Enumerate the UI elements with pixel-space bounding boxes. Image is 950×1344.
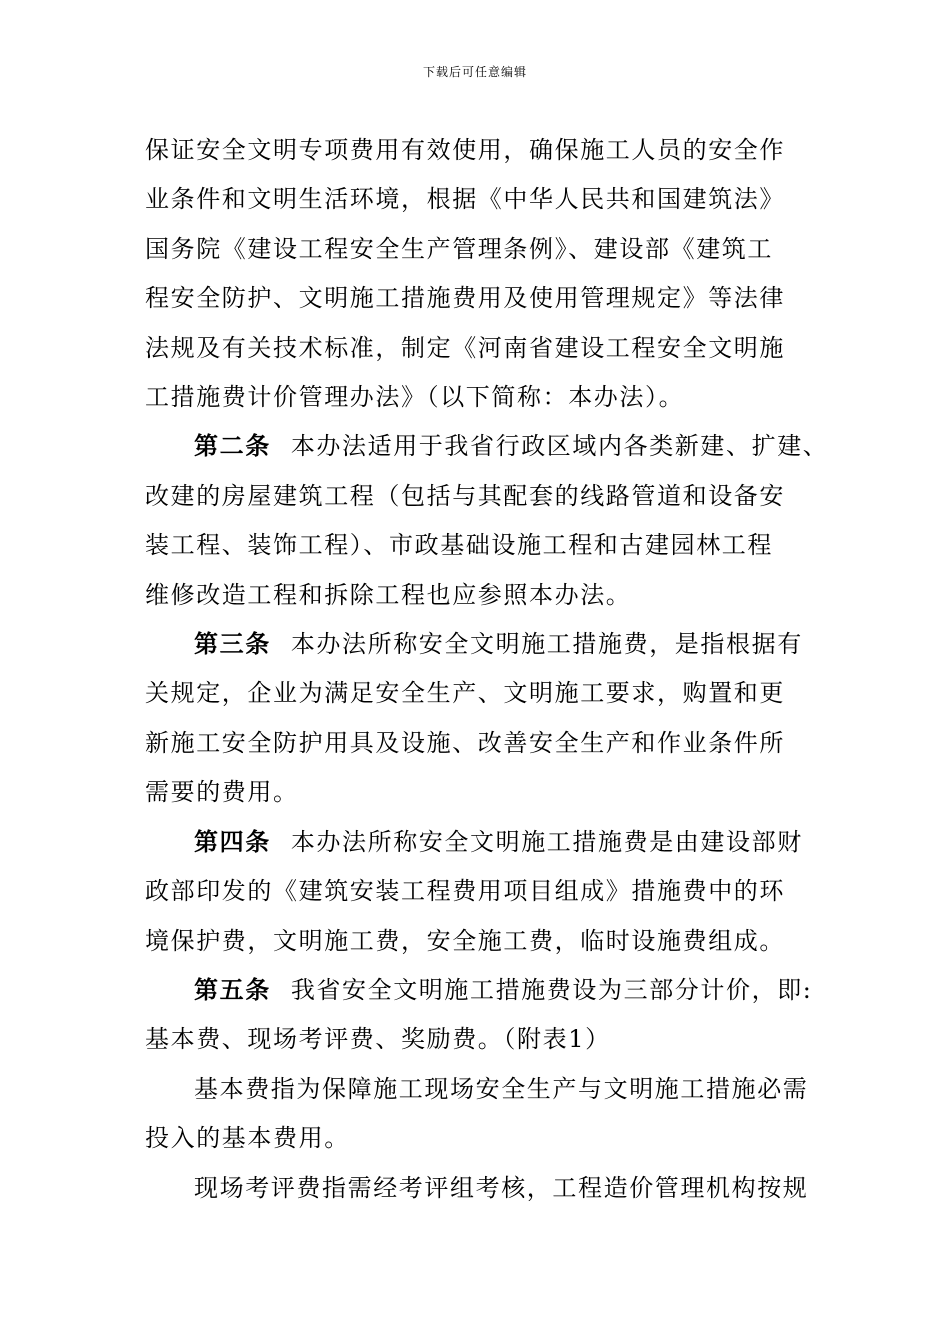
article-2-title: 第二条 [194, 432, 271, 461]
text-line: 装工程、装饰工程）、市政基础设施工程和古建园林工程 [145, 531, 773, 560]
text-line: 投入的基本费用。 [145, 1124, 350, 1153]
text-line: 境保护费，文明施工费，安全施工费，临时设施费组成。 [145, 926, 785, 955]
article-5-title: 第五条 [194, 975, 271, 1004]
text-line: 程安全防护、文明施工措施费用及使用管理规定》等法律 [145, 284, 785, 313]
text-line: 工措施费计价管理办法》（以下简称：本办法）。 [145, 383, 685, 412]
text-line: 新施工安全防护用具及设施、改善安全生产和作业条件所 [145, 728, 785, 757]
text-line: 需要的费用。 [145, 778, 299, 807]
document-body [145, 126, 829, 1213]
article-5-first-line [145, 966, 815, 1015]
text-line: 保证安全文明专项费用有效使用，确保施工人员的安全作 [145, 136, 785, 164]
article-3-title: 第三条 [194, 630, 271, 659]
text-line: 改建的房屋建筑工程（包括与其配套的线路管道和设备安 [145, 481, 785, 510]
article-2-first-line [145, 422, 829, 471]
article-5-text: 我省安全文明施工措施费设为三部分计价，即: [290, 975, 813, 1004]
article-3-first-line [145, 620, 815, 669]
text-line: 关规定，企业为满足安全生产、文明施工要求，购置和更 [145, 679, 785, 708]
text-line: 维修改造工程和拆除工程也应参照本办法。 [145, 580, 632, 609]
article-2-text: 本办法适用于我省行政区域内各类新建、扩建、 [290, 432, 829, 461]
site-fee-first-line: 现场考评费指需经考评组考核，工程造价管理机构按规 [194, 1173, 809, 1202]
text-line: 政部印发的《建筑安装工程费用项目组成》措施费中的环 [145, 877, 785, 906]
basic-fee-first-line: 基本费指为保障施工现场安全生产与文明施工措施必需 [194, 1074, 809, 1103]
text-line: 国务院《建设工程安全生产管理条例》、建设部《建筑工 [145, 234, 773, 263]
article-4-title: 第四条 [194, 827, 271, 856]
article-4-first-line [145, 818, 815, 867]
text-line: 法规及有关技术标准，制定《河南省建设工程安全文明施 [145, 333, 785, 362]
article-4-text: 本办法所称安全文明施工措施费是由建设部财 [290, 827, 803, 856]
text-line: 基本费、现场考评费、奖励费。（附表1） [145, 1025, 611, 1054]
article-3-text: 本办法所称安全文明施工措施费，是指根据有 [290, 630, 803, 659]
text-line: 业条件和文明生活环境，根据《中华人民共和国建筑法》 [145, 185, 785, 214]
page-header: 下载后可任意编辑 [422, 65, 527, 79]
